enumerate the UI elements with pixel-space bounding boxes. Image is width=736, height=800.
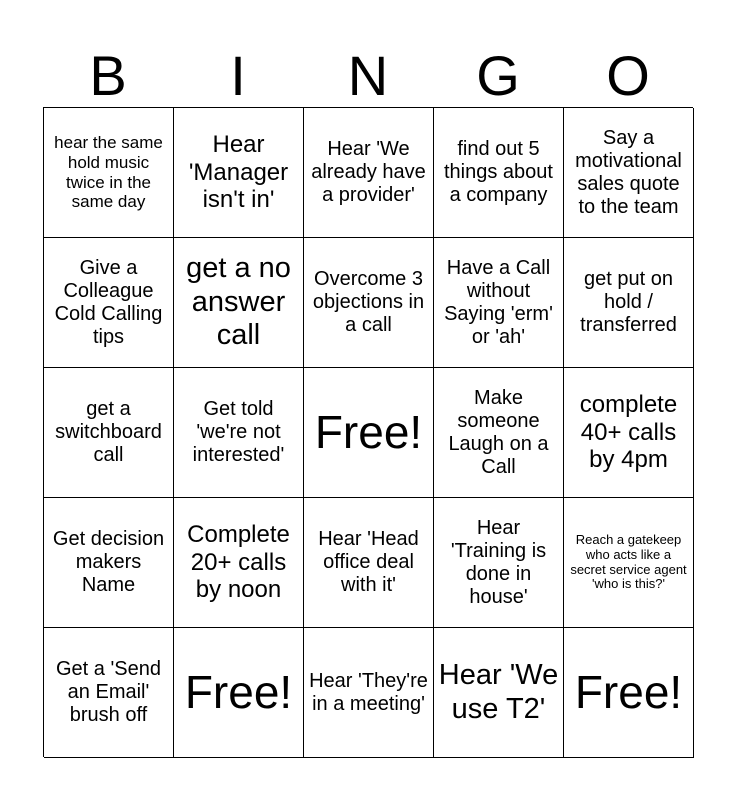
cell-text: Get told 'we're not interested': [192, 398, 285, 466]
bingo-cell[interactable]: [564, 108, 694, 238]
header-letter-b: B: [89, 44, 127, 107]
cell-text: Free!: [184, 666, 293, 719]
header-letter-o: O: [606, 44, 650, 107]
cell-text: Get a 'Send an Email' brush off: [56, 658, 161, 726]
bingo-cell[interactable]: [174, 498, 304, 628]
cell-text: find out 5 things about a company: [444, 138, 553, 206]
bingo-cell[interactable]: [564, 368, 694, 498]
cell-text: Complete 20+ calls by noon: [187, 521, 290, 604]
cell-text: Free!: [574, 666, 683, 719]
bingo-cell[interactable]: [44, 238, 174, 368]
bingo-cell-free[interactable]: [174, 628, 304, 758]
cell-text: Have a Call without Saying 'erm' or 'ah': [444, 256, 553, 348]
bingo-cell[interactable]: [304, 498, 434, 628]
bingo-cell[interactable]: [564, 238, 694, 368]
cell-text: hear the same hold music twice in the same day: [54, 133, 163, 212]
bingo-header: [43, 44, 693, 108]
cell-text: Hear 'Training is done in house': [450, 516, 547, 608]
bingo-cell[interactable]: [304, 628, 434, 758]
cell-text: Give a Colleague Cold Calling tips: [54, 256, 163, 348]
bingo-cell[interactable]: [174, 238, 304, 368]
cell-text: get a no answer call: [186, 252, 291, 352]
cell-text: get put on hold / transferred: [580, 268, 677, 336]
bingo-cell[interactable]: [304, 108, 434, 238]
header-letter-i: I: [230, 44, 246, 107]
bingo-cell-free[interactable]: [304, 368, 434, 498]
bingo-cell[interactable]: [304, 238, 434, 368]
bingo-cell[interactable]: [44, 108, 174, 238]
cell-text: Hear 'Head office deal with it': [318, 528, 419, 596]
bingo-cell[interactable]: [434, 238, 564, 368]
cell-text: Hear 'Manager isn't in': [188, 131, 289, 214]
header-letter-n: N: [347, 44, 389, 107]
bingo-cell-free[interactable]: [564, 628, 694, 758]
cell-text: Overcome 3 objections in a call: [312, 268, 425, 336]
cell-text: Hear 'We use T2': [438, 659, 559, 725]
bingo-board: [43, 107, 693, 757]
bingo-cell[interactable]: [434, 368, 564, 498]
cell-text: Hear 'We already have a provider': [311, 138, 426, 206]
cell-text: Make someone Laugh on a Call: [448, 386, 549, 478]
bingo-cell[interactable]: [174, 108, 304, 238]
cell-text: get a switchboard call: [55, 398, 162, 466]
bingo-cell[interactable]: [44, 628, 174, 758]
bingo-cell[interactable]: [434, 628, 564, 758]
bingo-cell[interactable]: [564, 498, 694, 628]
bingo-cell[interactable]: [44, 368, 174, 498]
cell-text: complete 40+ calls by 4pm: [579, 391, 678, 474]
bingo-cell[interactable]: [44, 498, 174, 628]
cell-text: Say a motivational sales quote to the team: [575, 126, 682, 218]
cell-text: Hear 'They're in a meeting': [309, 669, 428, 715]
bingo-cell[interactable]: [434, 498, 564, 628]
cell-text: Free!: [314, 406, 423, 459]
header-letter-g: G: [476, 44, 520, 107]
bingo-cell[interactable]: [434, 108, 564, 238]
cell-text: Get decision makers Name: [52, 528, 165, 596]
bingo-cell[interactable]: [174, 368, 304, 498]
cell-text: Reach a gatekeep who acts like a secret service agent 'who is this?': [570, 531, 687, 592]
